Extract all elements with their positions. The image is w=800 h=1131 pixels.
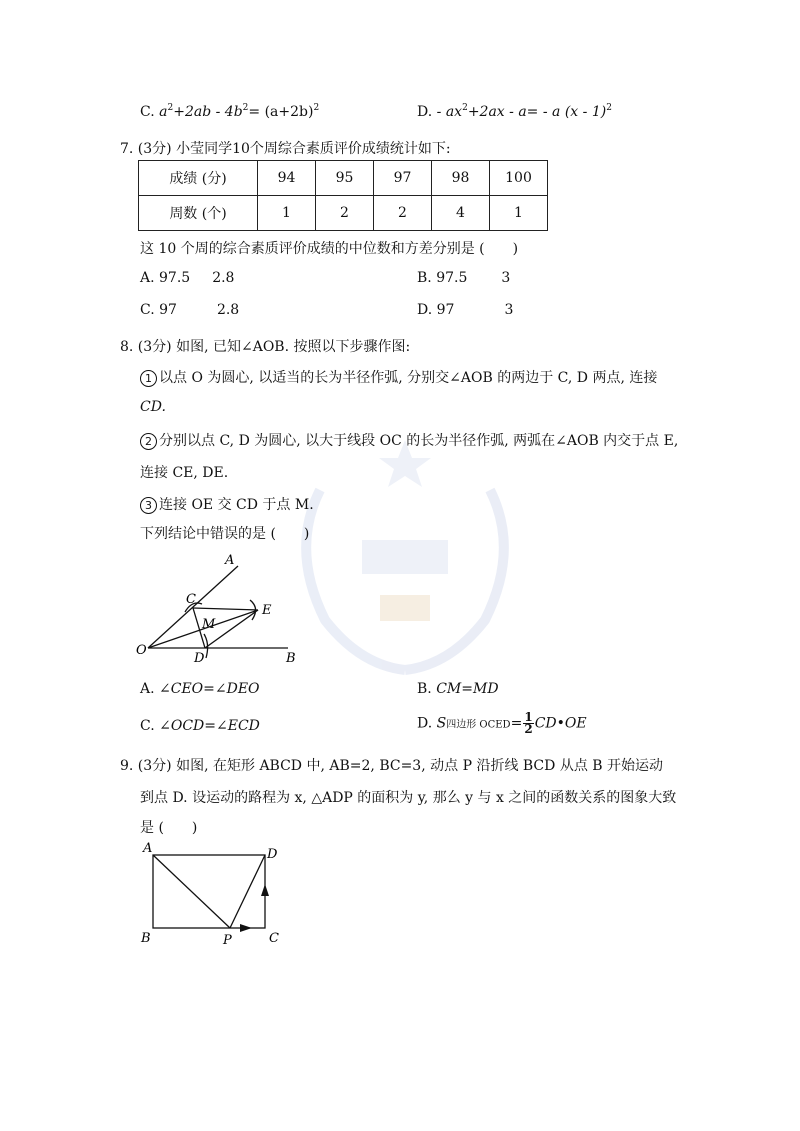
q6-option-d: D. - $ax^2+2ax - a= - a$ (x - 1)$^2$: [417, 103, 612, 120]
table-cell: 4: [432, 196, 490, 231]
q8-step-1: 1 以点 O 为圆心, 以适当的长为半径作弧, 分别交∠AOB 的两边于 C, D 两点, 连接: [140, 367, 657, 387]
q7-option-a: A. 97.5 2.8: [140, 270, 235, 286]
q9-rectangle-figure: [135, 838, 295, 948]
q9-stem-line2: 到点 D. 设运动的路程为 x, △ADP 的面积为 y, 那么 y 与 x 之间的函数关系的图象大致: [140, 790, 677, 806]
q8-angle-figure: [130, 548, 310, 668]
label-d: D: [194, 651, 205, 666]
step-number-badge: 1: [140, 370, 157, 387]
label-d: D: [267, 847, 278, 862]
table-cell: 成绩 (分): [139, 161, 258, 196]
label-p: P: [223, 933, 232, 948]
segment-ce: [193, 608, 258, 610]
q7-score-table: [138, 160, 548, 231]
label-b: B: [141, 931, 151, 946]
table-cell: 95: [316, 161, 374, 196]
q9-stem-line3: 是 ( ): [140, 820, 198, 836]
q8-step-2: 2 分别以点 C, D 为圆心, 以大于线段 OC 的长为半径作弧, 两弧在∠AOB 内交于点 E,: [140, 430, 678, 450]
step-number-badge: 3: [140, 497, 157, 514]
table-cell: 2: [316, 196, 374, 231]
q8-stem: 8. (3分) 如图, 已知∠AOB. 按照以下步骤作图:: [120, 339, 411, 355]
table-cell: 94: [258, 161, 316, 196]
table-cell: 100: [490, 161, 548, 196]
arrow-right-icon: [240, 924, 252, 932]
label-m: M: [202, 617, 216, 632]
table-row: [139, 196, 548, 231]
ray-oa: [148, 566, 238, 648]
table-row: [139, 161, 548, 196]
label-c: C: [186, 592, 196, 607]
step-number-badge: 2: [140, 433, 157, 450]
table-cell: 2: [374, 196, 432, 231]
q9-stem-line1: 9. (3分) 如图, 在矩形 ABCD 中, AB=2, BC=3, 动点 P 沿折线 BCD 从点 B 开始运动: [120, 758, 664, 774]
q8-step-3: 3 连接 OE 交 CD 于点 M.: [140, 494, 314, 514]
segment-ap: [153, 855, 230, 928]
label-a: A: [225, 553, 235, 568]
q7-stem: 7. (3分) 小莹同学10个周综合素质评价成绩统计如下:: [120, 141, 451, 157]
table-cell: 周数 (个): [139, 196, 258, 231]
table-cell: 1: [258, 196, 316, 231]
watermark-logo-icon: [280, 420, 530, 680]
q7-option-c: C. 97 2.8: [140, 302, 240, 318]
q7-option-d: D. 97 3: [417, 302, 514, 318]
q8-option-c: C. ∠OCD=∠ECD: [140, 718, 260, 734]
label-o: O: [136, 643, 147, 658]
label-c: C: [269, 931, 279, 946]
q7-option-b: B. 97.5 3: [417, 270, 511, 286]
segment-dp: [230, 855, 265, 928]
q8-step-1-cont: CD.: [140, 399, 166, 415]
q8-option-b: B. CM=MD: [417, 681, 499, 697]
fraction-one-half: $\frac{1}{2}$: [524, 710, 533, 736]
q6-option-c: C. $a^2+2ab - 4b^2= (a+2b)^2$: [140, 103, 320, 120]
table-cell: 1: [490, 196, 548, 231]
table-cell: 97: [374, 161, 432, 196]
arrow-up-icon: [261, 884, 269, 896]
q8-question: 下列结论中错误的是 ( ): [140, 526, 310, 542]
q8-option-d: D. S四边形 OCED= $\frac{1}{2}$ CD•OE: [417, 710, 587, 736]
table-cell: 98: [432, 161, 490, 196]
q7-question: 这 10 个周的综合素质评价成绩的中位数和方差分别是 ( ): [140, 241, 519, 257]
label-b: B: [286, 651, 296, 666]
label-e: E: [262, 603, 272, 618]
q8-step-2-cont: 连接 CE, DE.: [140, 465, 229, 481]
q8-option-a: A. ∠CEO=∠DEO: [140, 681, 260, 697]
label-a: A: [143, 841, 153, 856]
